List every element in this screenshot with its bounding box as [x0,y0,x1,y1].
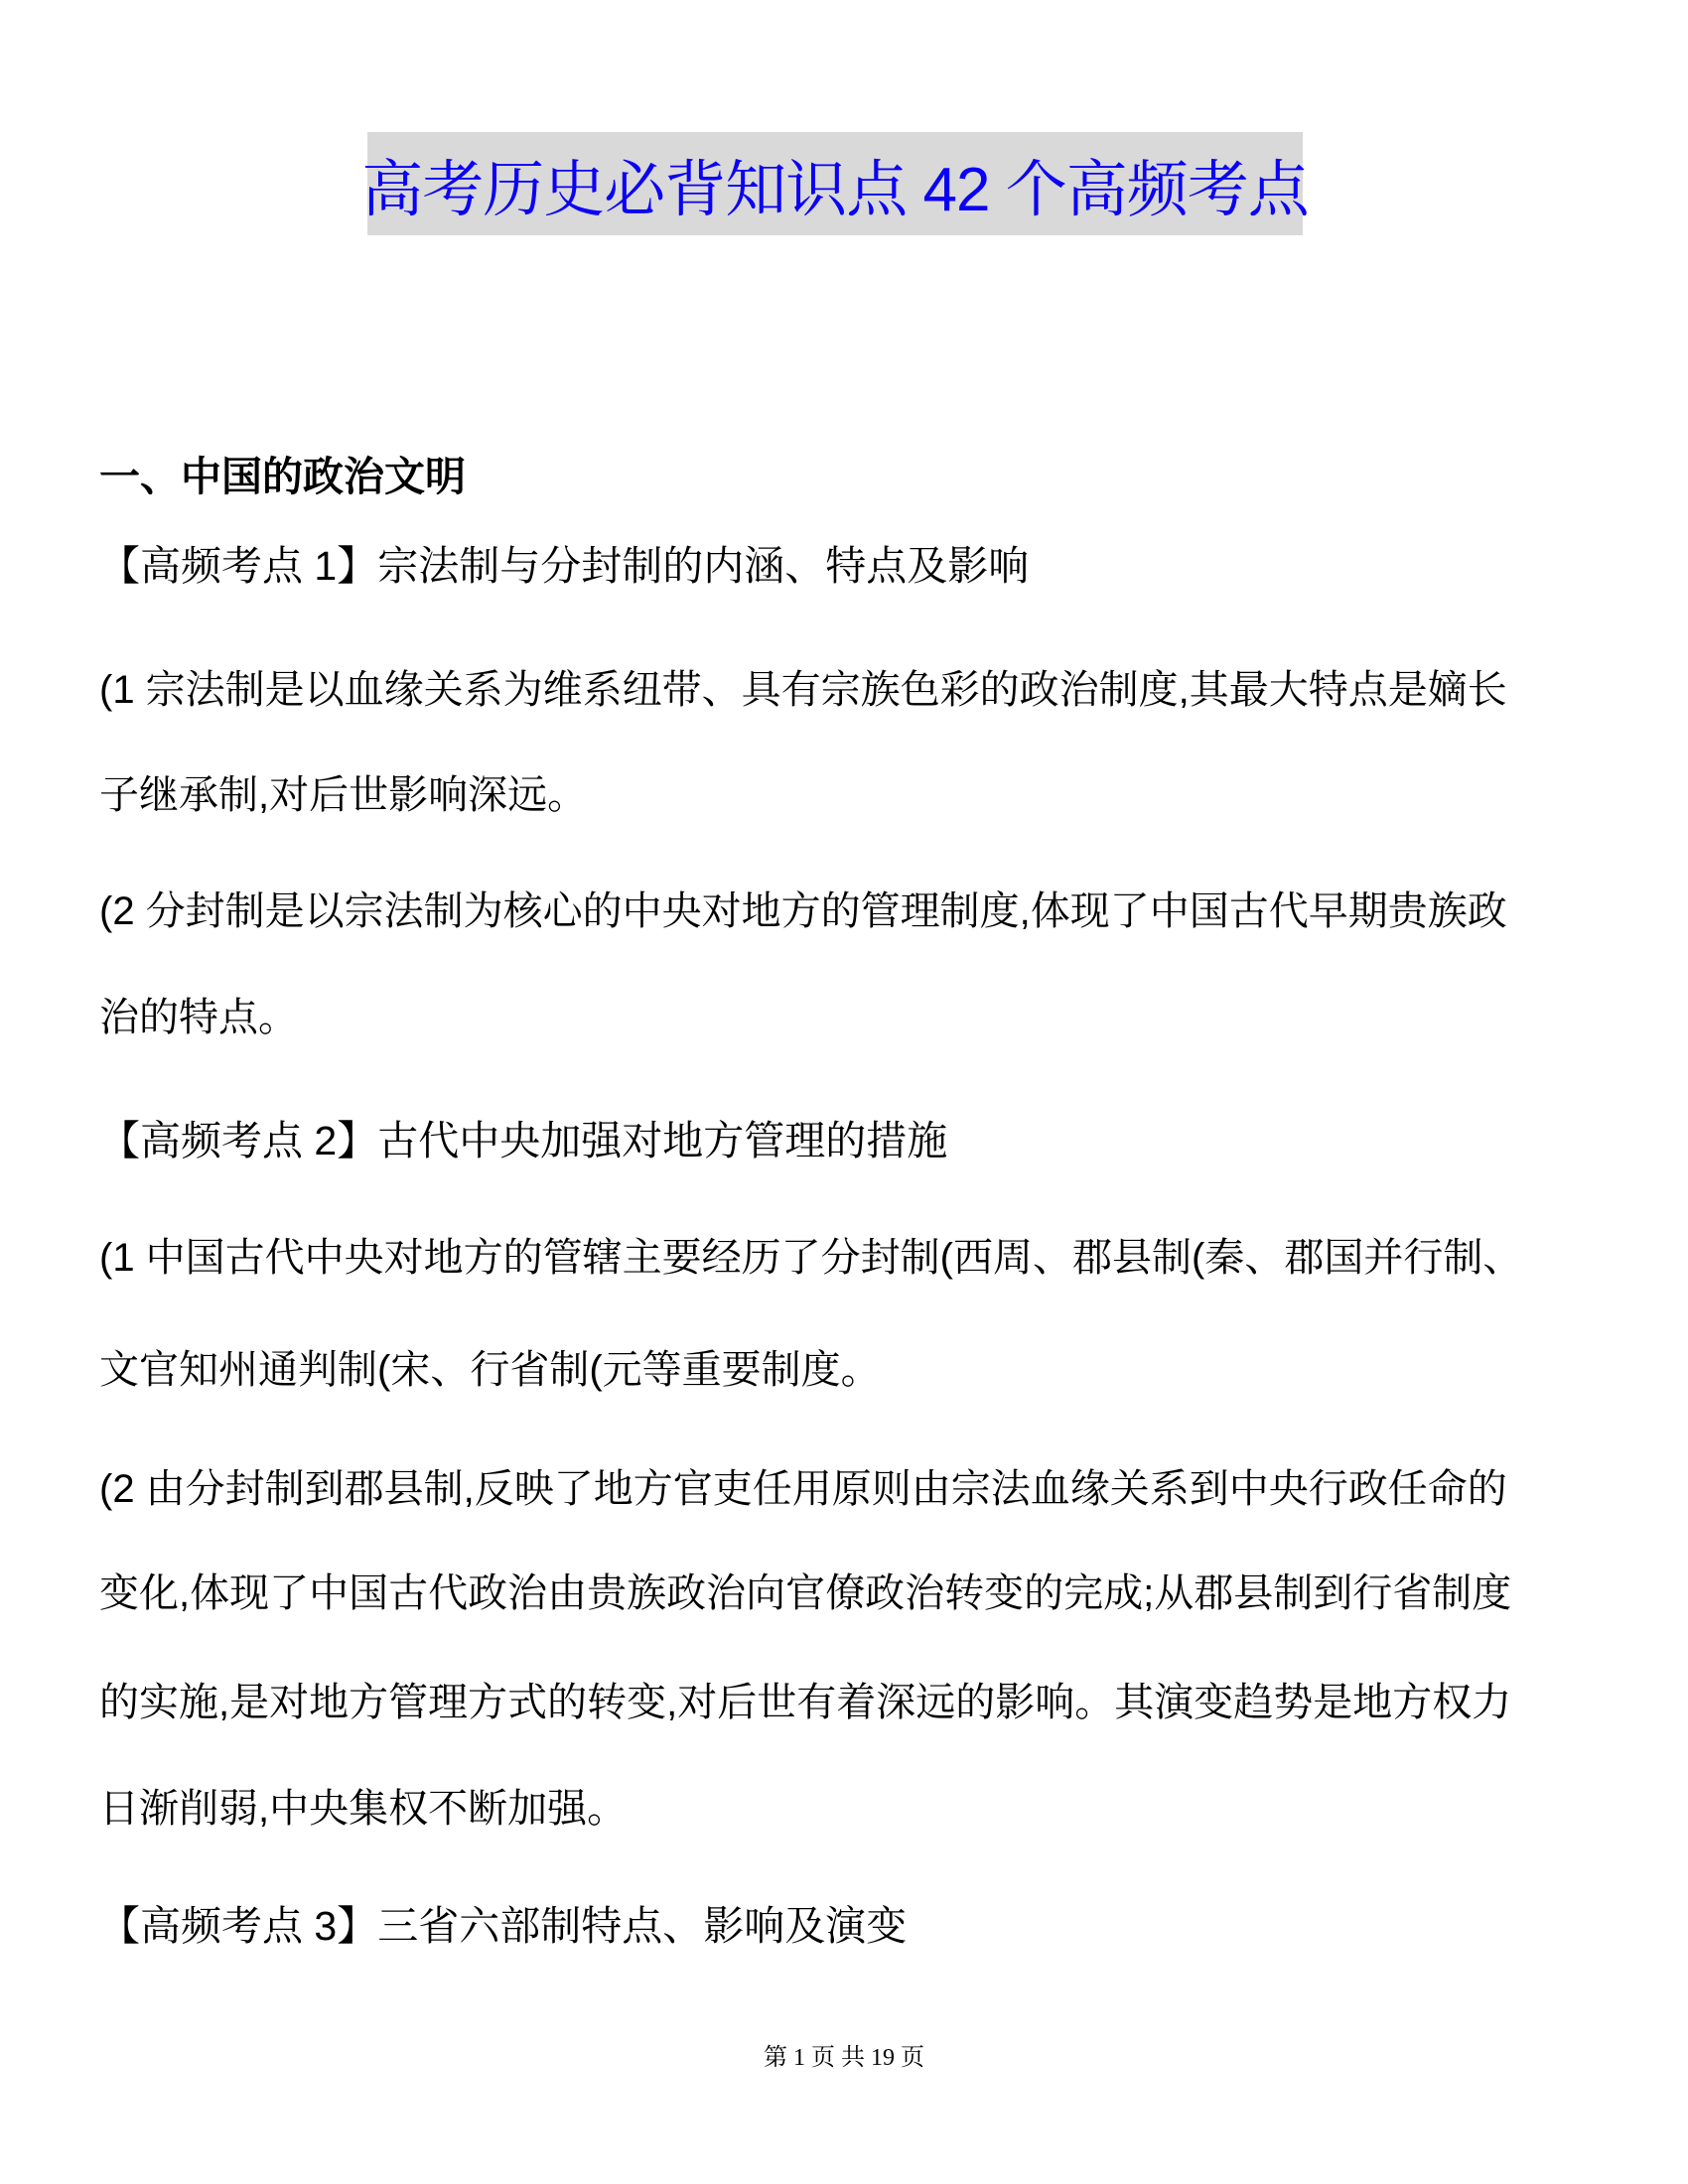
point-2-line-2: 文官知州通判制(宋、行省制(元等重要制度。 [99,1348,881,1392]
point-1-line-1: (1 宗法制是以血缘关系为维系纽带、具有宗族色彩的政治制度,其最大特点是嫡长 [99,668,1507,712]
point-1-heading: 【高频考点 1】宗法制与分封制的内涵、特点及影响 [99,543,1030,589]
point-3-heading: 【高频考点 3】三省六部制特点、影响及演变 [99,1903,908,1949]
point-2-heading: 【高频考点 2】古代中央加强对地方管理的措施 [99,1118,948,1163]
title-banner [361,132,1309,235]
section-heading: 一、中国的政治文明 [99,454,466,499]
point-2-line-4: 变化,体现了中国古代政治由贵族政治向官僚政治转变的完成;从郡县制到行省制度 [99,1571,1512,1615]
point-2-line-5: 的实施,是对地方管理方式的转变,对后世有着深远的影响。其演变趋势是地方权力 [99,1681,1512,1724]
point-2-line-1: (1 中国古代中央对地方的管辖主要经历了分封制(西周、郡县制(秦、郡国并行制、 [99,1236,1523,1280]
point-1-line-2: 子继承制,对后世影响深远。 [99,773,588,817]
point-2-line-6: 日渐削弱,中央集权不断加强。 [99,1787,628,1831]
point-2-line-3: (2 由分封制到郡县制,反映了地方官吏任用原则由宗法血缘关系到中央行政任命的 [99,1467,1507,1511]
point-1-line-3: (2 分封制是以宗法制为核心的中央对地方的管理制度,体现了中国古代早期贵族政 [99,889,1507,933]
document-title: 高考历史必背知识点 42 个高频考点 [361,155,1309,224]
page-footer: 第 1 页 共 19 页 [764,2045,924,2071]
point-1-line-4: 治的特点。 [99,996,298,1039]
